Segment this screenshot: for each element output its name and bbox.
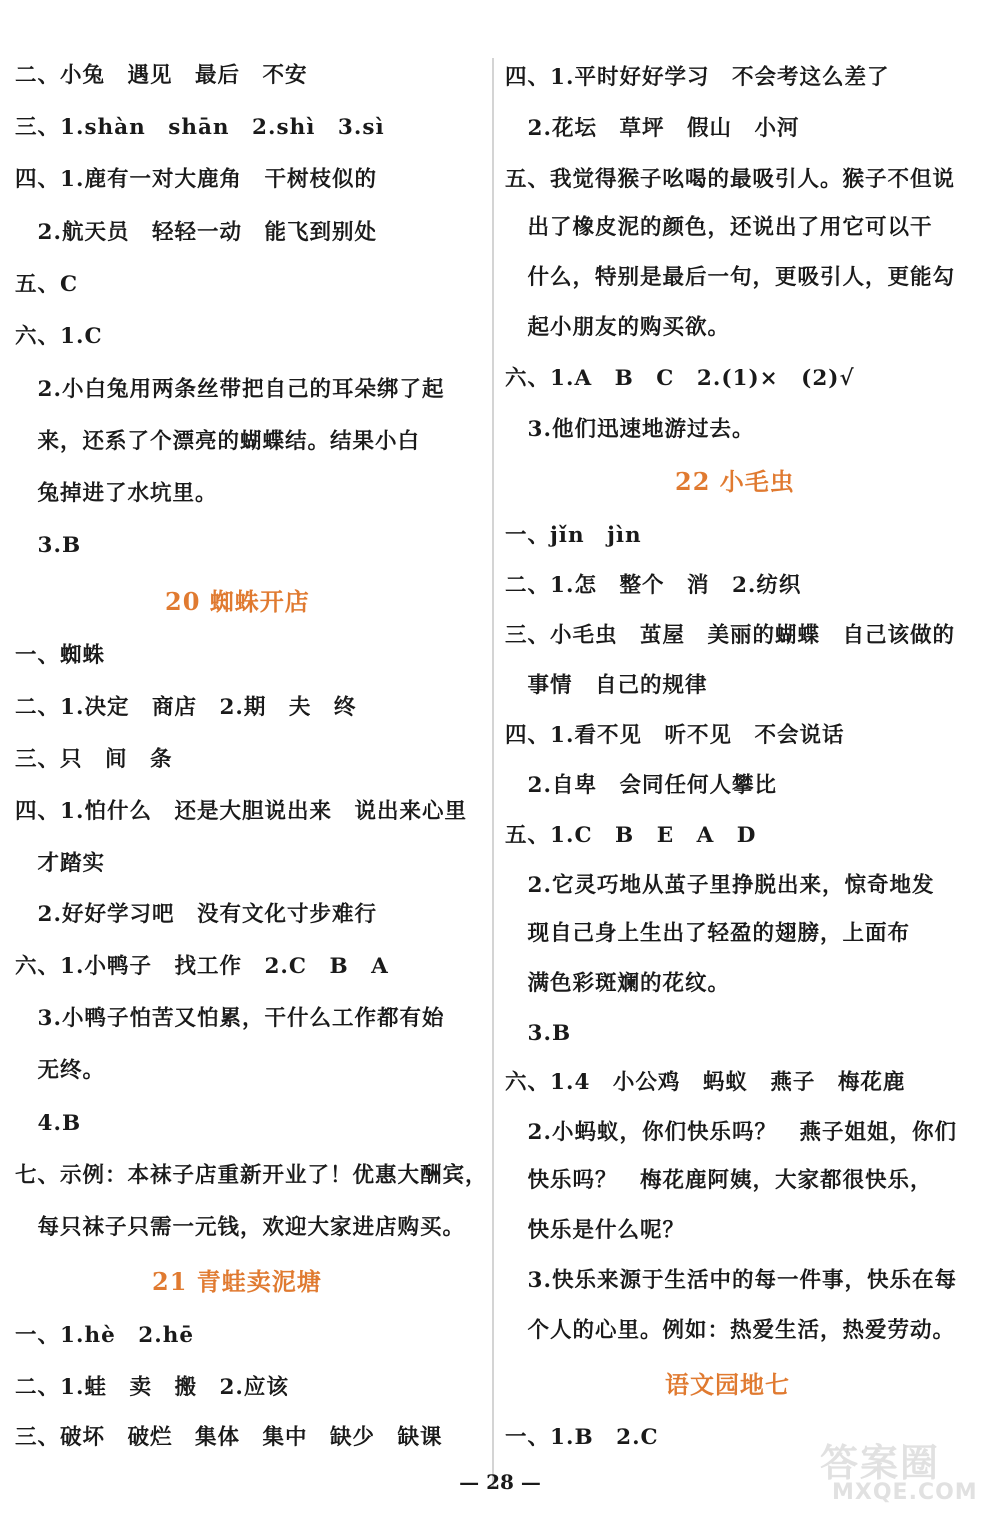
answer-line: 三、1.shàn shān 2.shì 3.sì [15,115,385,140]
answer-line: 2.航天员 轻轻一动 能飞到别处 [15,220,377,245]
answer-line: 3.B [15,533,82,558]
answer-line: 四、1.看不见 听不见 不会说话 [505,723,845,748]
answer-line: 什么，特别是最后一句，更吸引人，更能勾 [505,265,956,290]
answer-line: 四、1.平时好好学习 不会考这么差了 [505,65,890,90]
section-title-20: 20 蜘蛛开店 [165,587,310,616]
answer-line: 快乐吗？ 梅花鹿阿姨，大家都很快乐， [505,1168,933,1193]
answer-line: 一、jǐn jìn [505,523,642,548]
watermark-logo-text: 答案圈 [820,1441,941,1485]
answer-line: 满色彩斑斓的花纹。 [505,971,731,996]
answer-line: 一、蜘蛛 [15,643,106,668]
answer-line: 七、示例：本袜子店重新开业了！优惠大酬宾， [15,1163,488,1188]
answer-line: 四、1.鹿有一对大鹿角 干树枝似的 [15,167,377,192]
answer-line: 来，还系了个漂亮的蝴蝶结。结果小白 [15,429,421,454]
answer-line: 五、我觉得猴子吆喝的最吸引人。猴子不但说 [505,167,956,192]
page-number: — 28 — [459,1470,541,1494]
answer-line: 事情 自己的规律 [505,673,708,698]
answer-line: 兔掉进了水坑里。 [15,481,218,506]
answer-line: 一、1.hè 2.hē [15,1323,195,1348]
answer-line: 四、1.怕什么 还是大胆说出来 说出来心里 [15,799,467,824]
answer-line: 3.快乐来源于生活中的每一件事，快乐在每 [505,1268,957,1293]
answer-line: 六、1.小鸭子 找工作 2.C B A [15,954,389,979]
answer-line: 快乐是什么呢？ [505,1218,686,1243]
answer-line: 3.他们迅速地游过去。 [505,417,755,442]
answer-line: 五、C [15,272,79,297]
answer-line: 二、1.决定 商店 2.期 夫 终 [15,695,357,720]
answer-line: 才踏实 [15,851,106,876]
answer-line: 三、破坏 破烂 集体 集中 缺少 缺课 [15,1425,443,1450]
section-title-yuwen-7: 语文园地七 [665,1370,790,1399]
answer-line: 六、1.C [15,324,103,349]
section-title-21: 21 青蛙卖泥塘 [152,1267,322,1296]
answer-line: 二、小兔 遇见 最后 不安 [15,63,308,88]
answer-line: 2.好好学习吧 没有文化寸步难行 [15,902,377,927]
answer-line: 起小朋友的购买欲。 [505,315,731,340]
column-divider [492,58,494,1488]
answer-line: 一、1.B 2.C [505,1425,659,1450]
answer-line: 个人的心里。例如：热爱生活，热爱劳动。 [505,1318,956,1343]
answer-line: 出了橡皮泥的颜色，还说出了用它可以干 [505,215,933,240]
answer-line: 2.花坛 草坪 假山 小河 [505,116,800,141]
answer-line: 六、1.A B C 2.(1)× (2)√ [505,366,855,391]
answer-line: 现自己身上生出了轻盈的翅膀，上面布 [505,921,911,946]
answer-line: 二、1.蛙 卖 搬 2.应该 [15,1375,289,1400]
answer-line: 六、1.4 小公鸡 蚂蚁 燕子 梅花鹿 [505,1070,906,1095]
watermark [820,1432,995,1512]
answer-line: 4.B [15,1111,82,1136]
answer-line: 3.小鸭子怕苦又怕累，干什么工作都有始 [15,1006,445,1031]
answer-line: 无终。 [15,1058,106,1083]
watermark-url: MXQE.COM [832,1480,978,1505]
answer-line: 五、1.C B E A D [505,823,757,848]
answer-line: 2.它灵巧地从茧子里挣脱出来，惊奇地发 [505,873,935,898]
answer-line: 2.小白兔用两条丝带把自己的耳朵绑了起 [15,377,445,402]
section-title-22: 22 小毛虫 [675,467,795,496]
answer-line: 三、只 间 条 [15,747,173,772]
answer-line: 2.小蚂蚁，你们快乐吗？ 燕子姐姐，你们 [505,1120,957,1145]
answer-line: 3.B [505,1021,572,1046]
answer-line: 2.自卑 会同任何人攀比 [505,773,777,798]
answer-line: 每只袜子只需一元钱，欢迎大家进店购买。 [15,1215,466,1240]
answer-line: 三、小毛虫 茧屋 美丽的蝴蝶 自己该做的 [505,623,956,648]
answer-line: 二、1.怎 整个 消 2.纺织 [505,573,802,598]
